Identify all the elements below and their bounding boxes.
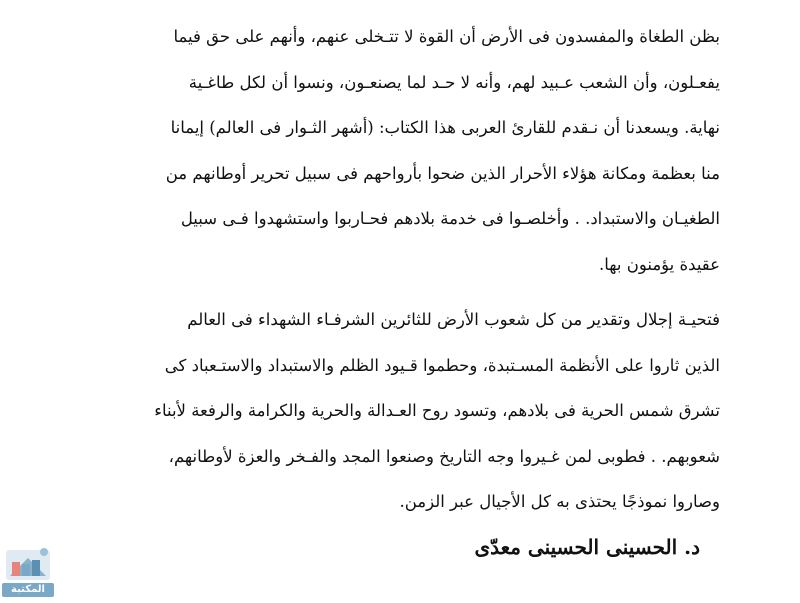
text-line: الذين ثاروا على الأنظمة المسـتبدة، وحطموا قـيود الظلم والاستبداد والاستـعباد كى — [164, 355, 720, 375]
text-line: بظن الطغاة والمفسدون فى الأرض أن القوة لا تتـخلى عنهم، وأنهم على حق فيما — [173, 27, 720, 46]
text-line: عقيدة يؤمنون بها. — [598, 254, 720, 274]
paragraph-spacer — [80, 287, 720, 297]
text-body — [80, 14, 720, 525]
text-line: شعوبهم. . فطوبى لمن غـيروا وجه التاريخ وصنعوا المجد والفـخر والعزة لأوطانهم، — [168, 446, 720, 466]
logo-label: المكتبة — [2, 583, 54, 597]
library-logo — [0, 540, 60, 599]
text-line: تشرق شمس الحرية فى بلادهم، وتسود روح العـدالة والحرية والكرامة والرفعة لأبناء — [154, 401, 720, 420]
author-signature: د. الحسينى الحسينى معدّى — [474, 535, 700, 559]
text-line: فتحيـة إجلال وتقدير من كل شعوب الأرض للثائرين الشرفـاء الشهداء فى العالم — [187, 310, 720, 329]
text-line: يفعـلون، وأن الشعب عـبيد لهم، وأنه لا حـد لما يصنعـون، ونسوا أن لكل طاغـية — [188, 72, 720, 92]
text-line: منا بعظمة ومكانة هؤلاء الأحرار الذين ضحوا بأرواحهم فى سبيل تحرير أوطانهم من — [165, 163, 720, 183]
text-line: وصاروا نموذجًا يحتذى به كل الأجيال عبر الزمن. — [399, 492, 720, 511]
text-line: نهاية. ويسعدنا أن نـقدم للقارئ العربى هذا الكتاب: (أشهر الثـوار فى العالم) إيمانا — [170, 118, 720, 137]
paragraph-1 — [80, 14, 720, 287]
text-line: الطغيـان والاستبداد. . وأخلصـوا فى خدمة بلادهم فحـاربوا واستشهدوا فـى سبيل — [180, 209, 720, 228]
paragraph-2 — [80, 297, 720, 525]
